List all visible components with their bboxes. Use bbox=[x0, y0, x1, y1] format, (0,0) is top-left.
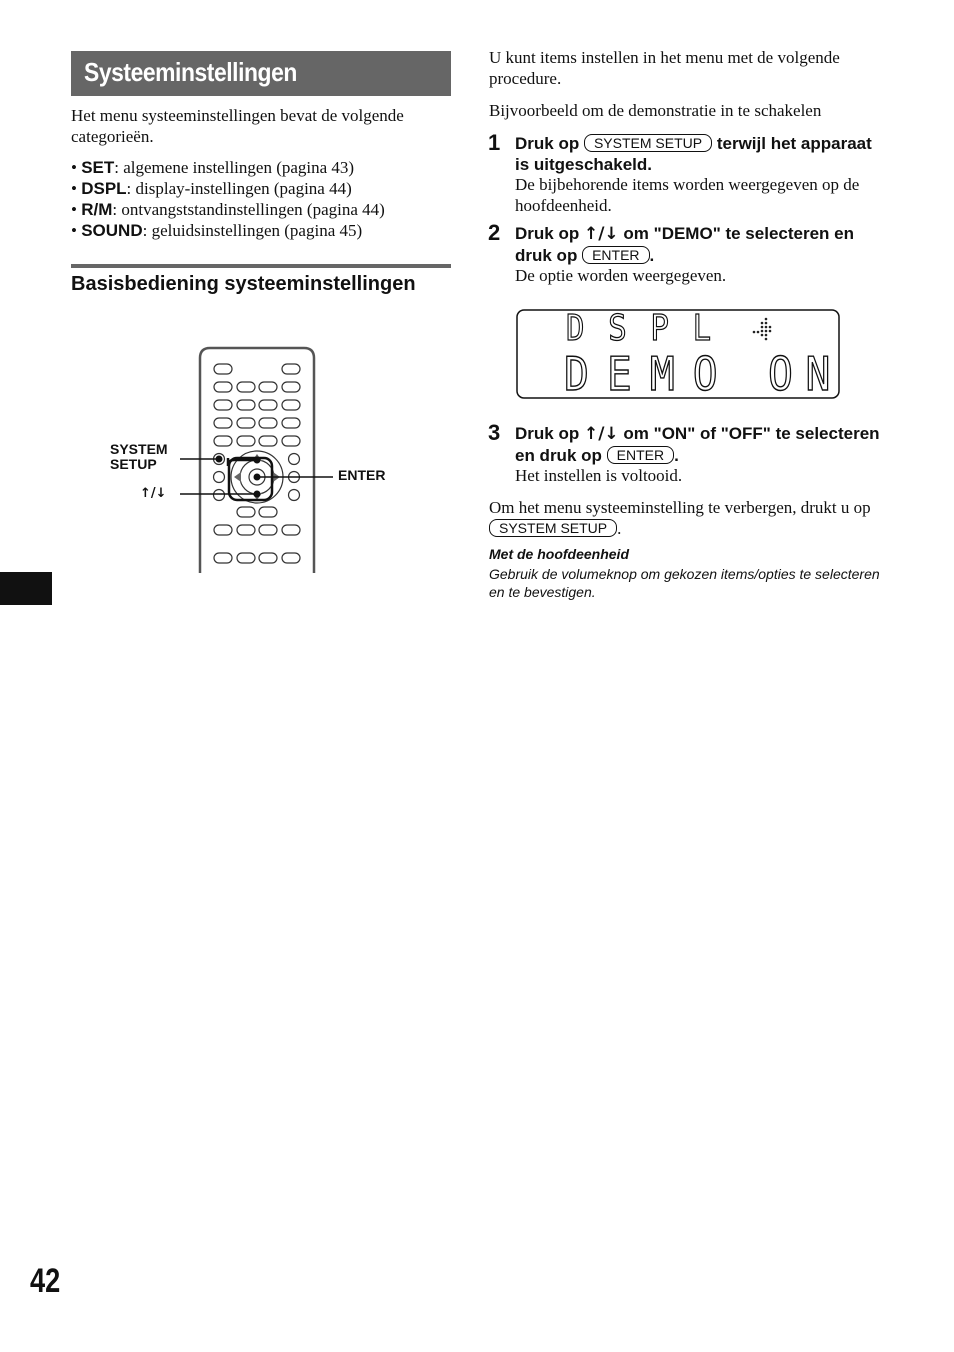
label-system: SYSTEM bbox=[110, 441, 168, 457]
step-text: Druk op bbox=[515, 224, 580, 243]
lcd-line-2-right: ON bbox=[768, 347, 844, 401]
procedure-intro: U kunt items instellen in het menu met de volgende procedure. bbox=[489, 48, 840, 88]
intro-paragraph: Het menu systeeminstellingen bevat de volgende categorieën. bbox=[71, 106, 404, 146]
label-enter: ENTER bbox=[338, 467, 386, 483]
step-text: Druk op bbox=[515, 424, 580, 443]
list-item: • SOUND: geluidsinstellingen (pagina 45) bbox=[71, 221, 363, 240]
subheading: Basisbediening systeeminstellingen bbox=[71, 273, 416, 295]
note-body: Gebruik de volumeknop om gekozen items/opties te selecteren en te bevestigen. bbox=[489, 566, 880, 600]
lcd-line-1: DSPL bbox=[566, 308, 735, 349]
list-item: • SET: algemene instellingen (pagina 43) bbox=[71, 158, 355, 177]
lcd-line-2-left: DEMO bbox=[564, 347, 736, 401]
category-key: SOUND bbox=[81, 221, 143, 240]
category-key: SET bbox=[81, 158, 115, 177]
step-text: om "DEMO" te selecteren en druk op bbox=[515, 224, 854, 265]
step-text: terwijl het apparaat is uitgeschakeld. bbox=[515, 134, 872, 174]
label-setup: SETUP bbox=[110, 456, 157, 472]
step-text: . bbox=[649, 246, 655, 265]
step-text: Druk op bbox=[515, 134, 580, 153]
category-text: : geluidsinstellingen (pagina 45) bbox=[142, 221, 363, 240]
list-item: • DSPL: display-instellingen (pagina 44) bbox=[71, 179, 352, 198]
section-title: Systeeminstellingen bbox=[84, 57, 297, 87]
category-list bbox=[71, 157, 461, 241]
remote-illustration bbox=[100, 340, 410, 580]
enter-key: ENTER bbox=[607, 446, 674, 464]
subheading-rule bbox=[71, 264, 451, 268]
category-text: : algemene instellingen (pagina 43) bbox=[114, 158, 355, 177]
step-number: 3 bbox=[488, 420, 501, 445]
note-title: Met de hoofdeenheid bbox=[489, 546, 629, 562]
category-key: DSPL bbox=[81, 179, 127, 198]
step-instruction bbox=[515, 423, 885, 466]
up-down-arrow-icon: ↑/↓ bbox=[583, 224, 619, 244]
category-key: R/M bbox=[81, 200, 113, 219]
enter-key: ENTER bbox=[582, 246, 649, 264]
hide-text: Om het menu systeeminstelling te verbergen, drukt u op bbox=[489, 498, 871, 517]
category-text: : display-instellingen (pagina 44) bbox=[126, 179, 352, 198]
lcd-display bbox=[516, 308, 844, 401]
system-setup-key: SYSTEM SETUP bbox=[584, 134, 712, 152]
hide-text-end: . bbox=[617, 519, 622, 538]
system-setup-key: SYSTEM SETUP bbox=[489, 519, 617, 537]
step-result: Het instellen is voltooid. bbox=[515, 466, 683, 485]
step-text: om "ON" of "OFF" te selecteren en druk op bbox=[515, 424, 880, 465]
hide-menu-paragraph bbox=[489, 497, 889, 539]
chapter-tab bbox=[0, 572, 52, 605]
up-down-arrow-icon: ↑/↓ bbox=[583, 424, 619, 444]
step-instruction bbox=[515, 133, 885, 175]
list-item: • R/M: ontvangststandinstellingen (pagina 44) bbox=[71, 200, 385, 219]
page-number: 42 bbox=[30, 1262, 61, 1300]
step-number: 1 bbox=[488, 130, 501, 155]
step-text: . bbox=[674, 446, 679, 465]
step-result: De optie worden weergegeven. bbox=[515, 266, 727, 285]
category-text: : ontvangststandinstellingen (pagina 44) bbox=[112, 200, 385, 219]
section-title-bar bbox=[71, 51, 451, 96]
label-arrows: ↑/↓ bbox=[140, 486, 167, 501]
step-number: 2 bbox=[488, 220, 501, 245]
step-result: De bijbehorende items worden weergegeven op de hoofdeenheid. bbox=[515, 175, 860, 215]
step-instruction bbox=[515, 223, 885, 266]
example-line: Bijvoorbeeld om de demonstratie in te schakelen bbox=[489, 101, 822, 120]
